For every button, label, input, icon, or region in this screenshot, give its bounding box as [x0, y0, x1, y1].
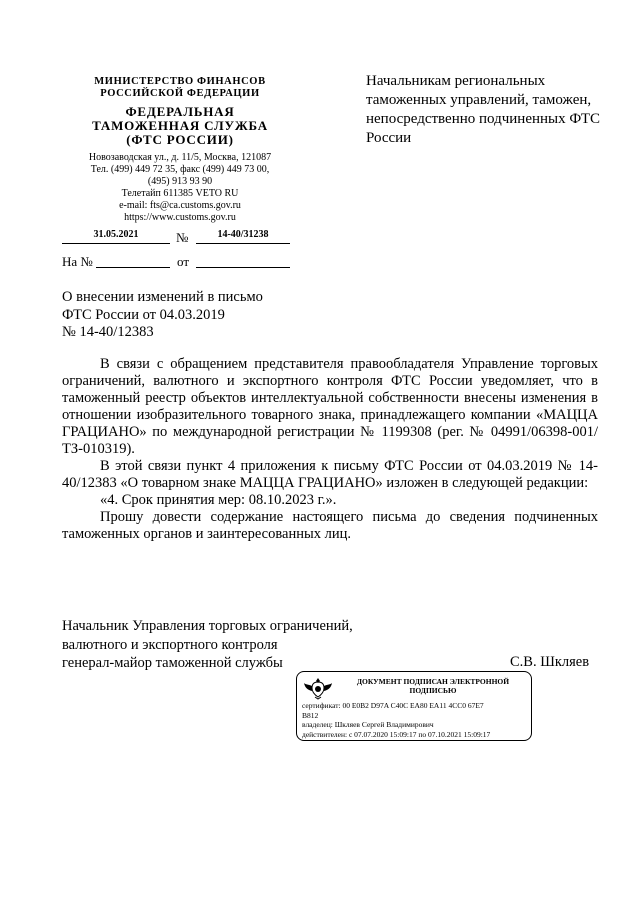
signer-name: С.В. Шкляев — [510, 654, 590, 670]
stamp-details — [302, 701, 528, 739]
teletype-line: Телетайп 611385 VETO RU — [121, 188, 239, 199]
ref-label: На № — [62, 254, 93, 269]
contact-info — [60, 152, 300, 224]
eagle-emblem-icon — [303, 676, 333, 700]
subject-line: № 14-40/12383 — [62, 324, 154, 340]
website-line: https://www.customs.gov.ru — [124, 212, 236, 223]
ref-date-field — [196, 252, 290, 268]
subject — [62, 289, 322, 342]
body-paragraph: В этой связи пункт 4 приложения к письму ФТС России от 04.03.2019 № 14-40/12383 «О товарном знаке МАЦЦА ГРАЦИАНО» изложен в следующей редакции: — [62, 458, 598, 491]
position-line: валютного и экспортного контроля — [62, 636, 278, 653]
certificate-line: B812 — [302, 710, 319, 720]
letter-body — [62, 356, 598, 543]
body-paragraph: «4. Срок принятия мер: 08.10.2023 г.». — [100, 492, 337, 508]
ministry-line: РОССИЙСКОЙ ФЕДЕРАЦИИ — [100, 88, 260, 99]
body-paragraph: Прошу довести содержание настоящего письма до сведения подчиненных таможенных органов и заинтересованных лиц. — [62, 509, 598, 542]
ref-from-label: от — [177, 254, 190, 269]
reg-date: 31.05.2021 — [62, 229, 170, 244]
validity-line: действителен: с 07.07.2020 15:09:17 по 07.10.2021 15:09:17 — [302, 729, 491, 739]
position-line: Начальник Управления торговых ограничений, — [62, 618, 353, 634]
service-line: ТАМОЖЕННАЯ СЛУЖБА — [92, 118, 268, 133]
service-line: ФЕДЕРАЛЬНАЯ — [125, 104, 235, 119]
position-line: генерал-майор таможенной службы — [62, 655, 283, 671]
service-name — [60, 105, 300, 147]
stamp-title: ДОКУМЕНТ ПОДПИСАН ЭЛЕКТРОННОЙ ПОДПИСЬЮ — [356, 677, 510, 695]
address-line: Новозаводская ул., д. 11/5, Москва, 121087 — [88, 152, 272, 163]
ref-number-field — [96, 252, 170, 268]
body-paragraph: В связи с обращением представителя правообладателя Управление торговых ограничений, валютного и экспортного контроля ФТС России уведомляет, что в таможенный реестр объектов интеллектуальной собственности внесены изменения в отношении изобразительного товарного знака, принадлежащего компании «МАЦЦА ГРАЦИАНО» по международной регистрации № 1199308 (рег. № 04991/06398-001/ТЗ-010319). — [62, 356, 598, 457]
subject-line: О внесении изменений в письмо — [62, 289, 263, 305]
reg-number-label: № — [176, 230, 189, 245]
subject-line: ФТС России от 04.03.2019 — [62, 306, 225, 323]
phone-line: Тел. (499) 449 72 35, факс (499) 449 73 00, — [90, 164, 270, 175]
ministry-name — [60, 76, 300, 100]
certificate-line: сертификат: 00 E0B2 D97A C40C EA80 EA11 4CC0 67E7 — [302, 701, 484, 710]
phone-line: (495) 913 93 90 — [147, 176, 213, 187]
addressee: Начальникам региональных таможенных управлений, таможен, непосредственно подчиненных ФТС России — [366, 73, 601, 146]
e-signature-stamp — [296, 671, 532, 741]
ministry-line: МИНИСТЕРСТВО ФИНАНСОВ — [94, 76, 266, 87]
signer-position — [62, 617, 422, 673]
email-line: e-mail: fts@ca.customs.gov.ru — [119, 200, 241, 211]
service-line: (ФТС РОССИИ) — [126, 132, 234, 147]
owner-line: владелец: Шкляев Сергей Владимирович — [302, 720, 434, 729]
reg-number: 14-40/31238 — [196, 229, 290, 244]
